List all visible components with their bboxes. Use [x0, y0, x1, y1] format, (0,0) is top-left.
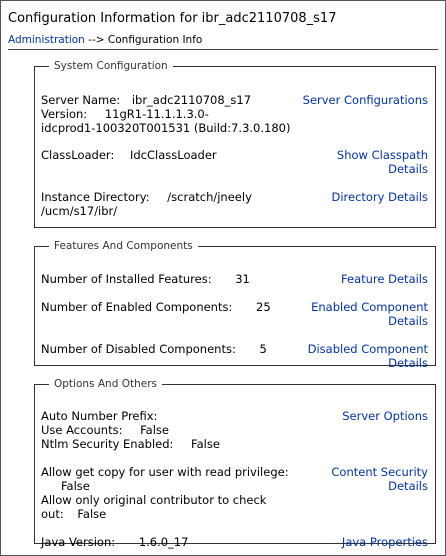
- system-configuration-legend: System Configuration: [54, 60, 168, 72]
- use-accounts-row: [41, 423, 169, 437]
- java-version-value: 1.6.0_17: [138, 535, 189, 549]
- disabled-components-label: Number of Disabled Components:: [41, 342, 236, 356]
- content-security-link-line1: Content Security: [331, 465, 428, 479]
- ntlm-security-value: False: [191, 437, 220, 451]
- allow-get-copy-value: False: [61, 479, 90, 493]
- instance-directory-value-line2: /ucm/s17/ibr/: [41, 204, 118, 218]
- instance-directory-row: [41, 190, 252, 204]
- disabled-components-value: 5: [259, 342, 267, 356]
- allow-checkout-label-line2: out:: [41, 507, 64, 521]
- server-options-link[interactable]: Server Options: [342, 409, 428, 423]
- options-others-legend: Options And Others: [54, 378, 157, 390]
- enabled-component-link-line1: Enabled Component: [311, 300, 428, 314]
- breadcrumb: [8, 34, 202, 46]
- disabled-component-link-line2: Details: [388, 356, 428, 370]
- server-name-row: [41, 93, 251, 107]
- enabled-components-row: [41, 300, 271, 314]
- show-classpath-link-line2: Details: [388, 162, 428, 176]
- disabled-component-details-link[interactable]: [308, 342, 428, 370]
- java-version-label: Java Version:: [41, 535, 116, 549]
- version-value-line2: idcprod1-100320T001531 (Build:7.3.0.180): [41, 121, 291, 135]
- enabled-components-value: 25: [256, 300, 271, 314]
- installed-features-value: 31: [235, 272, 250, 286]
- server-configurations-link[interactable]: Server Configurations: [302, 93, 428, 107]
- directory-details-link[interactable]: Directory Details: [331, 190, 428, 204]
- breadcrumb-administration-link[interactable]: Administration: [8, 34, 85, 46]
- installed-features-row: [41, 272, 250, 286]
- options-others-group: [34, 378, 436, 549]
- features-components-legend: Features And Components: [54, 240, 193, 252]
- feature-details-link[interactable]: Feature Details: [341, 272, 428, 286]
- header-divider: [8, 49, 438, 50]
- classloader-row: [41, 148, 217, 162]
- ntlm-security-row: [41, 437, 220, 451]
- disabled-component-link-line1: Disabled Component: [307, 342, 428, 356]
- version-row: [41, 107, 209, 121]
- allow-checkout-row: [41, 507, 106, 521]
- show-classpath-link-line1: Show Classpath: [336, 148, 428, 162]
- features-components-group: [34, 240, 436, 370]
- version-value-line1: 11gR1-11.1.1.3.0-: [104, 107, 209, 121]
- classloader-label: ClassLoader:: [41, 148, 115, 162]
- page-title: Configuration Information for ibr_adc2110708_s17: [8, 11, 337, 26]
- allow-get-copy-label: Allow get copy for user with read privilege:: [41, 465, 289, 479]
- installed-features-label: Number of Installed Features:: [41, 272, 212, 286]
- allow-checkout-value: False: [77, 507, 107, 521]
- ntlm-security-label: Ntlm Security Enabled:: [41, 437, 174, 451]
- breadcrumb-separator: -->: [84, 34, 108, 46]
- java-version-row: [41, 535, 188, 549]
- enabled-component-details-link[interactable]: [311, 300, 428, 328]
- instance-directory-value-line1: /scratch/jneely: [167, 190, 252, 204]
- server-name-value: ibr_adc2110708_s17: [131, 93, 252, 107]
- content-security-link-line2: Details: [388, 479, 428, 493]
- enabled-component-link-line2: Details: [388, 314, 428, 328]
- system-configuration-group: [34, 60, 436, 228]
- use-accounts-value: False: [140, 423, 169, 437]
- server-name-label: Server Name:: [41, 93, 121, 107]
- classloader-value: IdcClassLoader: [129, 148, 217, 162]
- enabled-components-label: Number of Enabled Components:: [41, 300, 233, 314]
- instance-directory-label: Instance Directory:: [41, 190, 150, 204]
- auto-number-prefix-label: Auto Number Prefix:: [41, 409, 158, 423]
- show-classpath-details-link[interactable]: [337, 148, 428, 176]
- allow-checkout-label-line1: Allow only original contributor to check: [41, 493, 267, 507]
- breadcrumb-current: Configuration Info: [107, 34, 203, 46]
- use-accounts-label: Use Accounts:: [41, 423, 123, 437]
- content-security-details-link[interactable]: [331, 465, 428, 493]
- java-properties-link[interactable]: Java Properties: [341, 535, 428, 549]
- disabled-components-row: [41, 342, 267, 356]
- version-label: Version:: [41, 107, 88, 121]
